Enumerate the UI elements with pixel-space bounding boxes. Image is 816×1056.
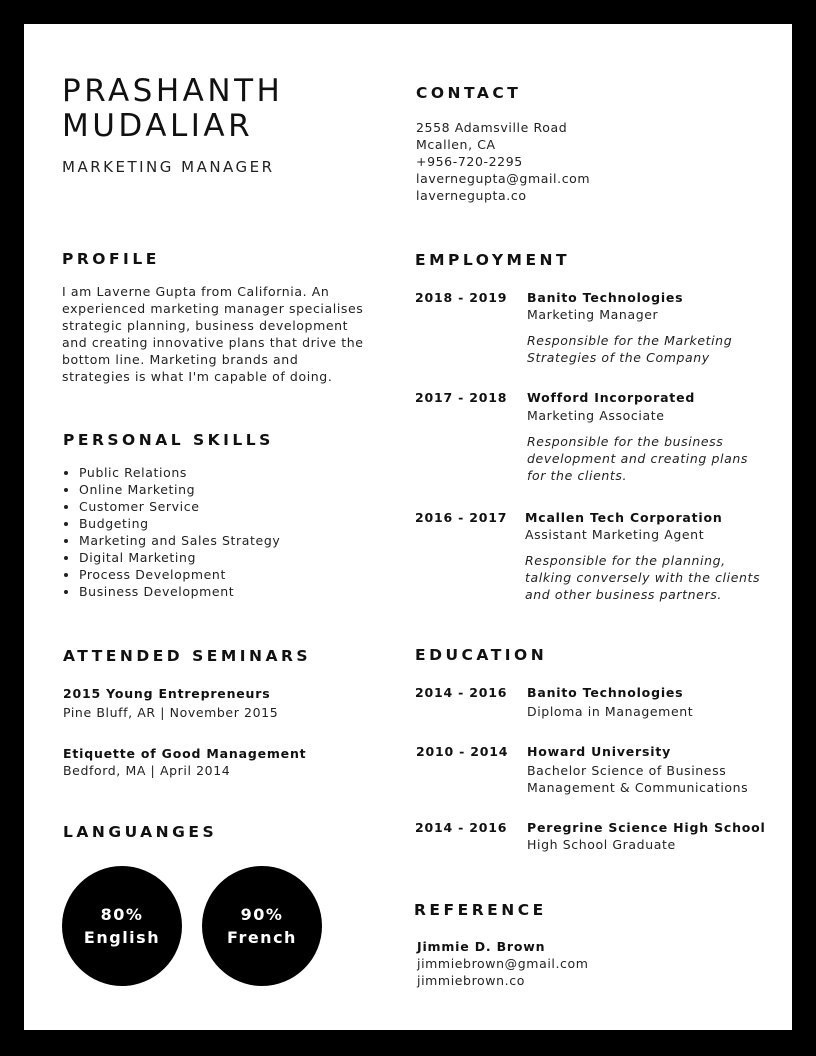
profile-line: experienced marketing manager specialises (62, 301, 364, 316)
profile-line: and creating innovative plans that drive the (62, 335, 364, 350)
degree-line: Bachelor Science of Business (527, 763, 727, 778)
employment-company: Mcallen Tech Corporation (525, 510, 723, 525)
employment-dates: 2016 - 2017 (415, 510, 508, 525)
job-title: MARKETING MANAGER (62, 158, 275, 176)
education-degree: Diploma in Management (527, 704, 694, 719)
education-degree: High School Graduate (527, 837, 676, 852)
skill-item: • Digital Marketing (79, 549, 280, 566)
contact-heading: CONTACT (416, 84, 522, 102)
description-line: talking conversely with the clients (525, 570, 761, 585)
reference-website[interactable]: jimmiebrown.co (417, 973, 525, 988)
profile-line: bottom line. Marketing brands and (62, 352, 299, 367)
education-entry (527, 684, 693, 720)
employment-entry (527, 289, 732, 366)
employment-entry (525, 509, 760, 603)
last-name: MUDALIAR (62, 108, 254, 144)
reference-heading: REFERENCE (414, 901, 547, 919)
language-percent: 80% (100, 905, 144, 924)
reference-email[interactable]: jimmiebrown@gmail.com (417, 956, 589, 971)
language-percent: 90% (240, 905, 284, 924)
contact-address-line2: Mcallen, CA (416, 137, 496, 152)
seminar-title: 2015 Young Entrepreneurs (63, 686, 271, 701)
contact-phone: +956-720-2295 (416, 154, 523, 169)
language-badge-english (62, 866, 182, 986)
degree-line: Management & Communications (527, 780, 749, 795)
skill-item: • Budgeting (79, 515, 280, 532)
education-school: Peregrine Science High School (527, 820, 766, 835)
seminar-detail: Pine Bluff, AR | November 2015 (63, 705, 279, 720)
employment-description (525, 552, 760, 603)
education-dates: 2014 - 2016 (415, 685, 508, 700)
education-entry (527, 819, 766, 853)
resume-page (24, 24, 792, 1030)
description-line: for the clients. (527, 468, 628, 483)
language-badge-french (202, 866, 322, 986)
skill-item: • Process Development (79, 566, 280, 583)
skill-item: • Public Relations (79, 464, 280, 481)
employment-role: Assistant Marketing Agent (525, 527, 705, 542)
full-name (62, 74, 283, 144)
education-entry (527, 743, 748, 796)
education-school: Howard University (527, 744, 672, 759)
education-degree (527, 762, 748, 796)
seminar-item (63, 745, 306, 779)
seminar-detail: Bedford, MA | April 2014 (63, 763, 231, 778)
reference-name: Jimmie D. Brown (417, 939, 546, 954)
skill-item: • Business Development (79, 583, 280, 600)
seminars-heading: ATTENDED SEMINARS (63, 647, 312, 665)
seminar-title: Etiquette of Good Management (63, 746, 307, 761)
education-school: Banito Technologies (527, 685, 684, 700)
education-dates: 2014 - 2016 (415, 820, 508, 835)
language-name: English (83, 928, 161, 947)
profile-heading: PROFILE (62, 250, 160, 268)
employment-entry (527, 389, 748, 484)
description-line: and other business partners. (525, 587, 722, 602)
first-name: PRASHANTH (62, 73, 284, 109)
reference-block (417, 938, 589, 989)
skills-list (63, 464, 280, 600)
seminar-item (63, 685, 278, 721)
description-line: Responsible for the business (527, 434, 724, 449)
employment-dates: 2017 - 2018 (415, 390, 508, 405)
profile-line: I am Laverne Gupta from California. An (62, 284, 330, 299)
contact-address-line1: 2558 Adamsville Road (416, 120, 568, 135)
employment-role: Marketing Associate (527, 408, 665, 423)
skills-heading: PERSONAL SKILLS (63, 431, 274, 449)
description-line: Strategies of the Company (527, 350, 710, 365)
skill-item: • Marketing and Sales Strategy (79, 532, 280, 549)
skill-item: • Customer Service (79, 498, 280, 515)
language-name: French (227, 928, 297, 947)
languages-heading: LANGUANGES (63, 823, 218, 841)
contact-block (416, 119, 590, 204)
education-dates: 2010 - 2014 (416, 744, 509, 759)
education-heading: EDUCATION (415, 646, 548, 664)
employment-role: Marketing Manager (527, 307, 659, 322)
employment-company: Banito Technologies (527, 290, 684, 305)
description-line: Responsible for the planning, (525, 553, 726, 568)
profile-line: strategic planning, business development (62, 318, 349, 333)
employment-description (527, 332, 732, 366)
description-line: development and creating plans (527, 451, 748, 466)
description-line: Responsible for the Marketing (527, 333, 733, 348)
contact-email[interactable]: lavernegupta@gmail.com (416, 171, 591, 186)
skill-item: • Online Marketing (79, 481, 280, 498)
employment-dates: 2018 - 2019 (415, 290, 508, 305)
profile-line: strategies is what I'm capable of doing. (62, 369, 333, 384)
contact-website[interactable]: lavernegupta.co (416, 188, 527, 203)
employment-heading: EMPLOYMENT (415, 251, 571, 269)
profile-text (62, 283, 364, 385)
employment-description (527, 433, 748, 484)
employment-company: Wofford Incorporated (527, 390, 696, 405)
